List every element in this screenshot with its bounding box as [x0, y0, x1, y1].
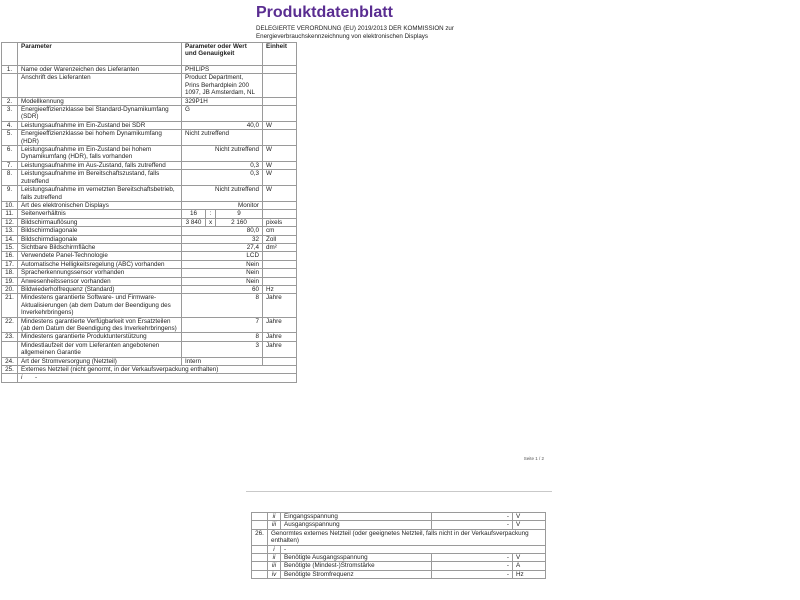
row-unit: Jahre — [263, 294, 297, 317]
row-value: 0,3 — [182, 170, 263, 186]
row-parameter: Art der Stromversorgung (Netzteil) — [18, 357, 182, 365]
row-value: Nein — [182, 277, 263, 285]
row-parameter: Benötigte Ausgangsspannung — [281, 554, 432, 562]
row-unit — [263, 106, 297, 122]
row-value: Product Department, Prins Berhardplein 200 1097, JB Amsterdam, NL — [182, 74, 263, 97]
sub-text: - — [35, 374, 38, 382]
row-sub-number: iv — [268, 570, 281, 578]
table-row — [2, 130, 297, 146]
row-number: 21. — [2, 294, 18, 317]
row-number: 2. — [2, 97, 18, 105]
row-number — [252, 554, 268, 562]
row-value: 0,3 — [182, 161, 263, 169]
table-row — [2, 186, 297, 202]
row-value: 7 — [182, 317, 263, 333]
row-number — [252, 570, 268, 578]
row-value: 3 — [182, 341, 263, 357]
row-parameter-wide: Externes Netzteil (nicht genormt, in der Verkaufsverpackung enthalten) — [18, 366, 297, 374]
page-number: Seite 1 / 2 — [523, 456, 544, 461]
row-number: 26. — [252, 529, 268, 545]
row-sub-text: - — [281, 545, 546, 553]
table-row — [2, 260, 297, 268]
row-unit — [263, 130, 297, 146]
row-unit: Jahre — [263, 333, 297, 341]
row-parameter: Benötigte Stromfrequenz — [281, 570, 432, 578]
row-parameter: Mindestens garantierte Verfügbarkeit von Ersatzteilen (ab dem Datum der Beendigung des Inverkehrbringens) — [18, 317, 182, 333]
row-value: 80,0 — [182, 227, 263, 235]
row-parameter: Energieeffizienzklasse bei hohem Dynamikumfang (HDR) — [18, 130, 182, 146]
row-parameter: Leistungsaufnahme im vernetzten Bereitschaftsbetrieb, falls zutreffend — [18, 186, 182, 202]
row-unit — [263, 74, 297, 97]
row-value: 32 — [182, 235, 263, 243]
row-value: Intern — [182, 357, 263, 365]
row-value: 40,0 — [182, 121, 263, 129]
row-value: Nicht zutreffend — [182, 146, 263, 162]
table-row — [252, 570, 546, 578]
table-row — [2, 277, 297, 285]
table-row — [252, 529, 546, 545]
table-row — [2, 210, 297, 218]
product-datasheet-table — [1, 42, 297, 383]
row-value: - — [432, 513, 513, 521]
row-number — [252, 562, 268, 570]
row-parameter: Bildwiederholfrequenz (Standard) — [18, 285, 182, 293]
table-row — [2, 66, 297, 74]
table-row — [252, 545, 546, 553]
table-row — [252, 562, 546, 570]
table-row — [2, 366, 297, 374]
row-number: 12. — [2, 218, 18, 226]
table-row — [2, 374, 297, 382]
row-unit: cm — [263, 227, 297, 235]
row-unit: W — [263, 121, 297, 129]
row-value-b: 9 — [216, 210, 263, 218]
row-parameter: Leistungsaufnahme im Ein-Zustand bei SDR — [18, 121, 182, 129]
row-value: LCD — [182, 252, 263, 260]
row-value-a: 3 840 — [182, 218, 206, 226]
row-value: Nicht zutreffend — [182, 186, 263, 202]
table-row — [2, 317, 297, 333]
row-parameter: Benötigte (Mindest-)Stromstärke — [281, 562, 432, 570]
row-unit: V — [513, 513, 546, 521]
row-parameter: Spracherkennungssensor vorhanden — [18, 269, 182, 277]
table-row — [2, 243, 297, 251]
row-value: - — [432, 562, 513, 570]
table-row — [2, 357, 297, 365]
table-row — [2, 341, 297, 357]
row-value: - — [432, 521, 513, 529]
row-parameter: Anschrift des Lieferanten — [18, 74, 182, 97]
row-unit: Hz — [263, 285, 297, 293]
row-parameter: Bildschirmdiagonale — [18, 235, 182, 243]
row-unit: Hz — [513, 570, 546, 578]
row-number: 13. — [2, 227, 18, 235]
row-parameter: Leistungsaufnahme im Ein-Zustand bei hohem Dynamikumfang (HDR), falls vorhanden — [18, 146, 182, 162]
row-number: 22. — [2, 317, 18, 333]
row-parameter: Bildschirmdiagonale — [18, 227, 182, 235]
row-number — [2, 341, 18, 357]
row-value: PHILIPS — [182, 66, 263, 74]
page-title: Produktdatenblatt — [256, 4, 393, 21]
regulation-subtitle: DELEGIERTE VERORDNUNG (EU) 2019/2013 DER KOMMISSION zur Energieverbrauchskennzeichnung von elektronischen Displays — [256, 25, 454, 40]
row-parameter: Eingangsspannung — [281, 513, 432, 521]
row-unit: Jahre — [263, 317, 297, 333]
header-value: Parameter oder Wert und Genauigkeit — [182, 43, 263, 66]
table-row — [2, 170, 297, 186]
row-value-b: 2 160 — [216, 218, 263, 226]
header-number — [2, 43, 18, 66]
row-parameter: Art des elektronischen Displays — [18, 201, 182, 209]
row-sub-number: iii — [268, 562, 281, 570]
row-number: 9. — [2, 186, 18, 202]
row-number: 10. — [2, 201, 18, 209]
row-number — [252, 545, 268, 553]
row-parameter: Ausgangsspannung — [281, 521, 432, 529]
row-value: Monitor — [182, 201, 263, 209]
table-row — [2, 146, 297, 162]
row-value: 27,4 — [182, 243, 263, 251]
row-parameter: Sichtbare Bildschirmfläche — [18, 243, 182, 251]
row-unit — [263, 66, 297, 74]
row-unit: A — [513, 562, 546, 570]
row-value: - — [432, 570, 513, 578]
row-number: 5. — [2, 130, 18, 146]
header-parameter: Parameter — [18, 43, 182, 66]
row-unit — [263, 269, 297, 277]
row-sub-number: ii — [268, 554, 281, 562]
row-parameter: Name oder Warenzeichen des Lieferanten — [18, 66, 182, 74]
sub-number: i — [21, 374, 23, 382]
row-number: 11. — [2, 210, 18, 218]
table-row — [2, 333, 297, 341]
row-number: 25. — [2, 366, 18, 374]
row-value-a: 16 — [182, 210, 206, 218]
table-row — [252, 513, 546, 521]
table-row — [2, 269, 297, 277]
row-number: 23. — [2, 333, 18, 341]
row-value: Nein — [182, 260, 263, 268]
row-parameter: Leistungsaufnahme im Bereitschaftszustand, falls zutreffend — [18, 170, 182, 186]
row-parameter-wide: Genormtes externes Netzteil (oder geeignetes Netzteil, falls nicht in der Verkaufsverpackung enthalten) — [268, 529, 546, 545]
table-row — [2, 121, 297, 129]
table-row — [2, 252, 297, 260]
row-unit — [263, 97, 297, 105]
row-parameter: Leistungsaufnahme im Aus-Zustand, falls zutreffend — [18, 161, 182, 169]
table-row — [2, 97, 297, 105]
row-unit: V — [513, 554, 546, 562]
row-value-separator: : — [206, 210, 216, 218]
row-sub-number: i — [268, 545, 281, 553]
row-unit — [263, 357, 297, 365]
row-parameter: Mindestlaufzeit der vom Lieferanten angebotenen allgemeinen Garantie — [18, 341, 182, 357]
row-parameter: Mindestens garantierte Produktunterstützung — [18, 333, 182, 341]
row-number: 4. — [2, 121, 18, 129]
row-sub-number: ii — [268, 513, 281, 521]
table-row — [2, 161, 297, 169]
row-unit — [263, 201, 297, 209]
row-parameter: Bildschirmauflösung — [18, 218, 182, 226]
table-row — [2, 201, 297, 209]
table-row — [2, 227, 297, 235]
row-number: 3. — [2, 106, 18, 122]
row-value-separator: x — [206, 218, 216, 226]
row-number: 8. — [2, 170, 18, 186]
table-row — [2, 285, 297, 293]
row-parameter: Mindestens garantierte Software- und Firmware-Aktualisierungen (ab dem Datum der Beendigung des Inverkehrbringens) — [18, 294, 182, 317]
table-row — [2, 294, 297, 317]
row-number — [2, 74, 18, 97]
row-number: 17. — [2, 260, 18, 268]
table-row — [252, 554, 546, 562]
row-value: Nicht zutreffend — [182, 130, 263, 146]
row-unit: dm² — [263, 243, 297, 251]
row-unit: W — [263, 170, 297, 186]
table-row — [252, 521, 546, 529]
row-unit — [263, 210, 297, 218]
row-parameter: Modellkennung — [18, 97, 182, 105]
row-value: 60 — [182, 285, 263, 293]
row-parameter: Verwendete Panel-Technologie — [18, 252, 182, 260]
header-unit: Einheit — [263, 43, 297, 66]
row-unit: V — [513, 521, 546, 529]
row-number: 24. — [2, 357, 18, 365]
row-number: 20. — [2, 285, 18, 293]
row-number: 16. — [2, 252, 18, 260]
row-parameter: Seitenverhältnis — [18, 210, 182, 218]
row-number: 6. — [2, 146, 18, 162]
row-number: 18. — [2, 269, 18, 277]
row-number: 7. — [2, 161, 18, 169]
row-value: - — [432, 554, 513, 562]
row-unit: Zoll — [263, 235, 297, 243]
row-parameter: Automatische Helligkeitsregelung (ABC) vorhanden — [18, 260, 182, 268]
row-number — [252, 521, 268, 529]
row-number — [252, 513, 268, 521]
product-datasheet-table-continued — [251, 512, 546, 579]
page-separator — [246, 491, 552, 492]
table-row — [2, 218, 297, 226]
row-unit — [263, 260, 297, 268]
row-number: 1. — [2, 66, 18, 74]
row-value: 329P1H — [182, 97, 263, 105]
row-parameter: Anwesenheitssensor vorhanden — [18, 277, 182, 285]
row-value: 8 — [182, 294, 263, 317]
table-row — [2, 74, 297, 97]
row-number: 14. — [2, 235, 18, 243]
row-unit: W — [263, 161, 297, 169]
row-parameter: Energieeffizienzklasse bei Standard-Dynamikumfang (SDR) — [18, 106, 182, 122]
row-value: 8 — [182, 333, 263, 341]
row-number: 19. — [2, 277, 18, 285]
row-sub-number: iii — [268, 521, 281, 529]
row-number: 15. — [2, 243, 18, 251]
row-unit: W — [263, 146, 297, 162]
row-unit: pixels — [263, 218, 297, 226]
table-row — [2, 235, 297, 243]
row-value: Nein — [182, 269, 263, 277]
table-header-row — [2, 43, 297, 66]
row-unit: W — [263, 186, 297, 202]
row-unit — [263, 252, 297, 260]
row-unit: Jahre — [263, 341, 297, 357]
row-number — [2, 374, 18, 382]
row-value: G — [182, 106, 263, 122]
table-row — [2, 106, 297, 122]
row-sub-content — [18, 374, 297, 382]
row-unit — [263, 277, 297, 285]
